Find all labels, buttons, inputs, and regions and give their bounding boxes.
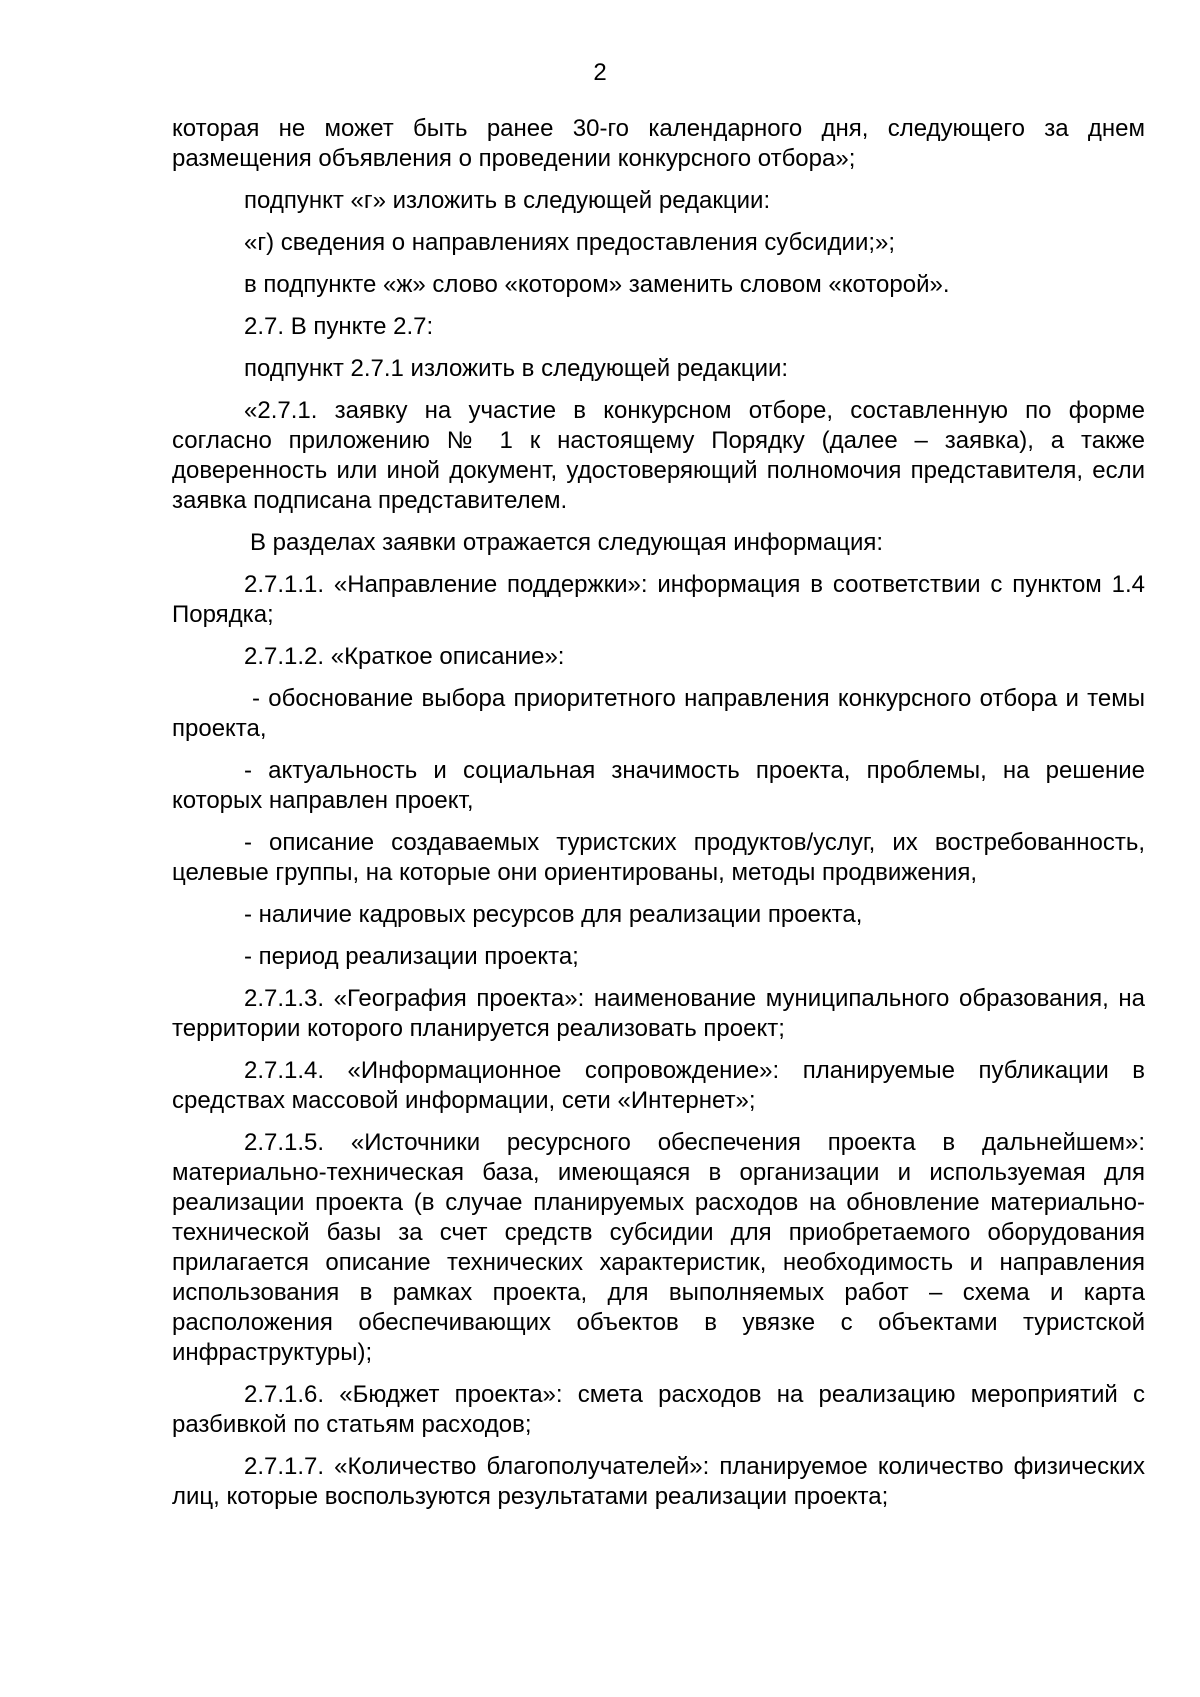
document-body (172, 114, 1145, 1524)
paragraph-subitem-g-text: «г) сведения о направлениях предоставления субсидии;»; (244, 229, 896, 256)
paragraph-subitem-2-7-1-instruction: подпункт 2.7.1 изложить в следующей редакции: (244, 355, 789, 382)
paragraph-2-7-1-2: 2.7.1.2. «Краткое описание»: (244, 643, 565, 670)
paragraph-section-2-7: 2.7. В пункте 2.7: (244, 313, 434, 340)
page-number: 2 (593, 59, 607, 86)
list-item-relevance: - актуальность и социальная значимость проекта, проблемы, на решение которых направлен проект, (172, 757, 1145, 814)
paragraph-subitem-zh: в подпункте «ж» слово «котором» заменить словом «которой». (244, 271, 950, 298)
list-item-justification: - обоснование выбора приоритетного направления конкурсного отбора и темы проекта, (172, 685, 1145, 742)
paragraph-subitem-g-instruction: подпункт «г» изложить в следующей редакции: (244, 187, 771, 214)
paragraph-2-7-1-6: 2.7.1.6. «Бюджет проекта»: смета расходов на реализацию мероприятий с разбивкой по статьям расходов; (172, 1381, 1145, 1438)
paragraph-2-7-1-1: 2.7.1.1. «Направление поддержки»: информация в соответствии с пунктом 1.4 Порядка; (172, 571, 1145, 628)
list-item-description: - описание создаваемых туристских продуктов/услуг, их востребованность, целевые группы, на которые они ориентированы, методы продвижения, (172, 829, 1145, 886)
paragraph-2-7-1-4: 2.7.1.4. «Информационное сопровождение»: планируемые публикации в средствах массовой информации, сети «Интернет»; (172, 1057, 1145, 1114)
paragraph-2-7-1: «2.7.1. заявку на участие в конкурсном отборе, составленную по форме согласно приложению № 1 к настоящему Порядку (далее – заявка), а также доверенность или иной документ, удостоверяющий полномочия представителя, если заявка подписана представителем. (172, 397, 1145, 514)
list-item-staff: - наличие кадровых ресурсов для реализации проекта, (244, 901, 863, 928)
paragraph-continuation: которая не может быть ранее 30-го календарного дня, следующего за днем размещения объявления о проведении конкурсного отбора»; (172, 115, 1145, 172)
list-item-period: - период реализации проекта; (244, 943, 579, 970)
paragraph-2-7-1-7: 2.7.1.7. «Количество благополучателей»: планируемое количество физических лиц, которые воспользуются результатами реализации проекта; (172, 1453, 1145, 1510)
paragraph-2-7-1-3: 2.7.1.3. «География проекта»: наименование муниципального образования, на территории которого планируется реализовать проект; (172, 985, 1145, 1042)
paragraph-sections-intro: В разделах заявки отражается следующая информация: (250, 529, 884, 556)
paragraph-2-7-1-5: 2.7.1.5. «Источники ресурсного обеспечения проекта в дальнейшем»: материально-техническая база, имеющаяся в организации и используемая для реализации проекта (в случае планируемых расходов на обновление материально-технической базы за счет средств субсидии для приобретаемого оборудования прилагается описание технических характеристик, необходимость и направления использования в рамках проекта, для выполняемых работ – схема и карта расположения обеспечивающих объектов в увязке с объектами туристской инфраструктуры); (172, 1129, 1145, 1366)
